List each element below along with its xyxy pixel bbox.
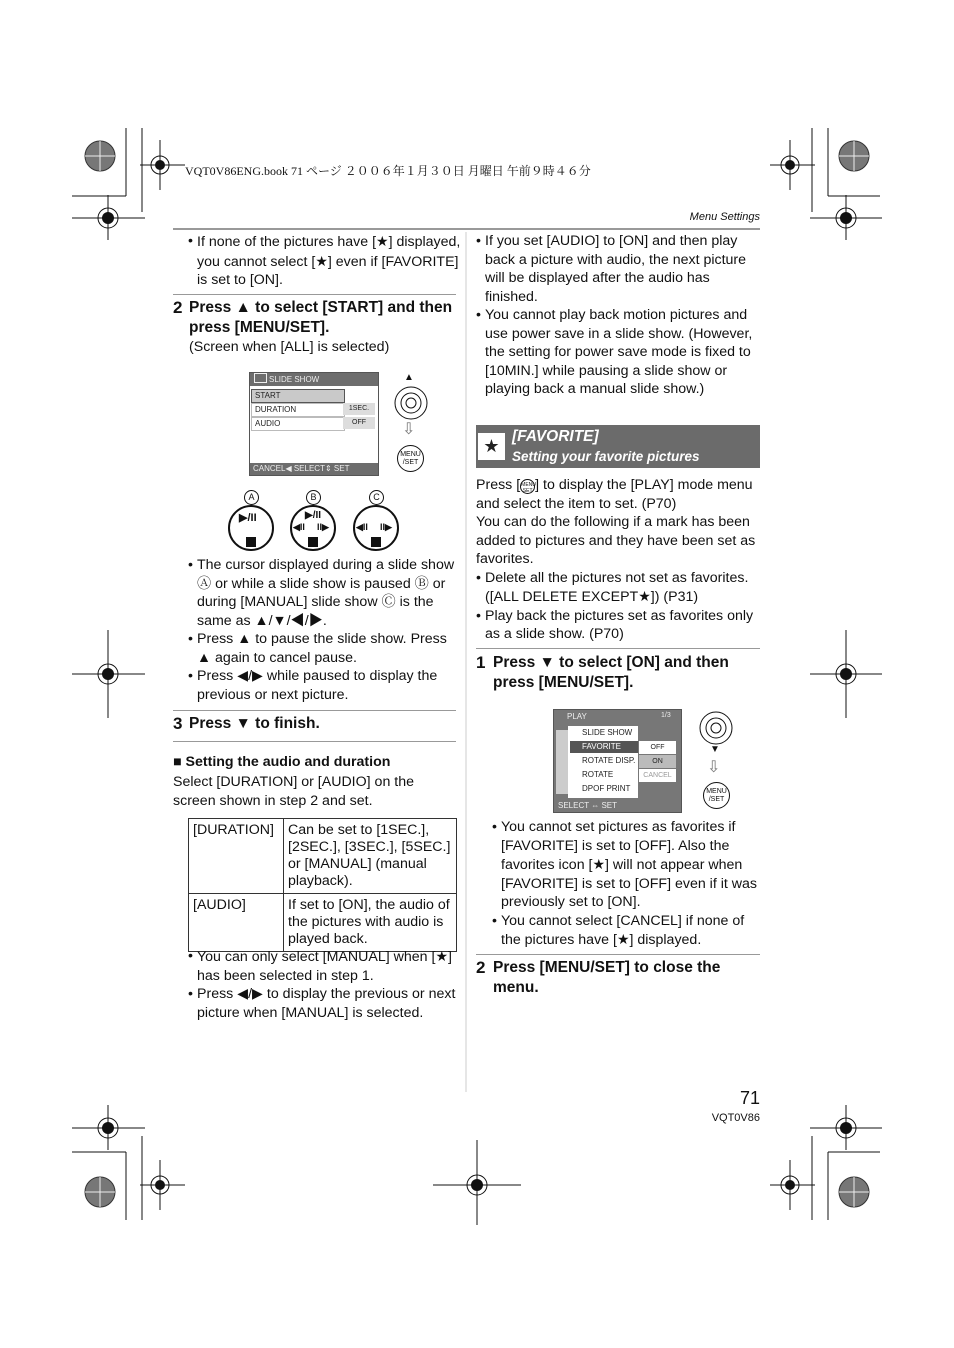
menu-item-rotate-disp: ROTATE DISP. xyxy=(582,756,636,765)
settings-table xyxy=(188,818,457,952)
up-arrow-icon: ▲ xyxy=(404,372,414,383)
label-c: C xyxy=(369,488,384,506)
screen-row-duration: DURATION xyxy=(251,403,345,417)
menu-item-dpof-print: DPOF PRINT xyxy=(582,784,631,793)
bullet-item: • Press ▲ to pause the slide show. Press ▲ again to cancel pause. xyxy=(188,630,456,667)
menu-set-button-icon: MENU /SET xyxy=(397,445,424,472)
bullet-item: • Play back the pictures set as favorites only as a slide show. (P70) xyxy=(476,607,760,644)
audio-bullets xyxy=(476,232,760,399)
favorite-banner xyxy=(476,425,760,468)
menu-set-button-icon: MENU /SET xyxy=(703,782,730,809)
menu-set-icon: MENU SET xyxy=(520,479,535,494)
option-cancel: CANCEL xyxy=(639,769,676,782)
screen-footer: SELECT ⇔ SET xyxy=(558,801,617,810)
screen-footer: CANCEL◀ SELECT⇕ SET xyxy=(250,463,378,475)
intro-bullet: • If none of the pictures have [★] displayed, you cannot select [★] even if [FAVORITE] is set to [ON]. xyxy=(188,232,462,290)
slide-show-screen xyxy=(249,372,379,476)
play-menu-screen: PLAY 1/3 SLIDE SHOW FAVORITE ROTATE DISP. ROTATE DPOF PRINT OFF ON CANCEL SELECT ⇔ SET xyxy=(553,709,682,813)
banner-title: [FAVORITE] xyxy=(512,428,599,445)
menu-item-favorite: FAVORITE xyxy=(570,741,638,753)
menu-item-rotate: ROTATE xyxy=(582,770,614,779)
screen-title-bar: SLIDE SHOW xyxy=(250,373,378,386)
banner-subtitle: Setting your favorite pictures xyxy=(512,449,700,464)
down-arrow-icon: ⇩ xyxy=(707,759,721,776)
manual-bullets xyxy=(188,947,456,1022)
step-1-heading: 1 Press ▼ to select [ON] and then press [MENU/SET]. xyxy=(476,653,729,691)
step-2-heading: 2 Press ▲ to select [START] and then press [MENU/SET]. xyxy=(173,298,453,336)
option-off: OFF xyxy=(639,741,676,754)
bullet-item: • Press ◀/▶ to display the previous or next picture when [MANUAL] is selected. xyxy=(188,985,456,1022)
bullet-item: • Press ◀/▶ while paused to display the previous or next picture. xyxy=(188,667,456,704)
control-a-icon: ▶/II xyxy=(228,505,274,551)
subtext: Select [DURATION] or [AUDIO] on the screen shown in step 2 and set. xyxy=(173,774,414,809)
favorite-description: Press [MENU SET ] to display the [PLAY] mode menu and select the item to set. (P70) You can do the following if a mark has been added to pictures and they have been set as favorites. • Delete all the pictures not set as favorites. ([ALL DELETE EXCEPT★]) (P31) • Play back the pictures set as favorites only as a slide show. (P70) xyxy=(476,476,760,644)
cursor-bullets xyxy=(188,556,456,704)
bullet-item: • You can only select [MANUAL] when [★] has been selected in step 1. xyxy=(188,947,456,985)
book-line: VQT0V86ENG.book 71 ページ ２００６年１月３０日 月曜日 午前９時４６分 xyxy=(185,164,591,178)
page-number: 71 xyxy=(739,1088,760,1108)
star-icon: ★ xyxy=(616,931,630,947)
option-on: ON xyxy=(639,755,676,768)
star-icon: ★ xyxy=(638,588,651,604)
bullet-item: • The cursor displayed during a slide show Ⓐ or while a slide show is paused Ⓑ or during [MANUAL] slide show Ⓒ is the same as ▲/▼/◀/▶. xyxy=(188,556,456,630)
table-row: [DURATION] Can be set to [1SEC.], [2SEC.], [3SEC.], [5SEC.] or [MANUAL] (manual playback). xyxy=(189,819,457,894)
step-3-heading: 3 Press ▼ to finish. xyxy=(173,714,320,733)
screen-value-duration: 1SEC. xyxy=(343,403,375,415)
star-icon: ★ xyxy=(376,233,389,249)
down-triangle-icon: ▼ xyxy=(710,744,720,755)
screen-row-start: START xyxy=(251,389,345,403)
mode-tabs xyxy=(556,730,568,794)
bullet-item: • If you set [AUDIO] to [ON] and then play back a picture with audio, the next picture will be displayed after the audio has finished. xyxy=(476,232,760,306)
favorite-bullets xyxy=(492,818,760,950)
control-c-icon: ◀II II▶ xyxy=(353,505,399,551)
screen-value-audio: OFF xyxy=(343,417,375,429)
label-a: A xyxy=(244,488,259,506)
star-icon: ★ xyxy=(315,252,328,269)
star-icon: ★ xyxy=(592,856,606,872)
play-icon xyxy=(254,373,267,383)
dial-icon xyxy=(394,386,428,420)
bullet-item: • You cannot set pictures as favorites if [FAVORITE] is set to [OFF]. Also the favorites icon [★] will not appear when [FAVORITE] is set to [OFF] even if it was previously set to [ON]. xyxy=(492,818,760,912)
star-icon: ★ xyxy=(435,948,448,964)
step-2-note: (Screen when [ALL] is selected) xyxy=(189,339,390,355)
section-title: Menu Settings xyxy=(689,211,760,223)
star-icon: ★ xyxy=(478,433,505,460)
menu-item-slide-show: SLIDE SHOW xyxy=(582,728,633,737)
screen-row-audio: AUDIO xyxy=(251,417,345,431)
subheading-audio-duration: ■ Setting the audio and duration xyxy=(173,754,391,770)
control-b-icon: ▶/II ◀II II▶ xyxy=(290,505,336,551)
down-arrow-icon: ⇩ xyxy=(402,421,416,438)
step-2-close-heading: 2 Press [MENU/SET] to close the menu. xyxy=(476,958,721,996)
model-code: VQT0V86 xyxy=(711,1112,760,1124)
label-b: B xyxy=(306,488,321,506)
bullet-item: • Delete all the pictures not set as favorites. ([ALL DELETE EXCEPT★]) (P31) xyxy=(476,569,760,607)
dial-icon xyxy=(699,711,733,745)
table-row: [AUDIO] If set to [ON], the audio of the pictures with audio is played back. xyxy=(189,894,457,952)
bullet-item: • You cannot select [CANCEL] if none of the pictures have [★] displayed. xyxy=(492,912,760,950)
bullet-item: • You cannot play back motion pictures and use power save in a slide show. (However, the setting for power save mode is fixed to [10MIN.] while pausing a slide show or playing back a manual slide show.) xyxy=(476,306,760,399)
